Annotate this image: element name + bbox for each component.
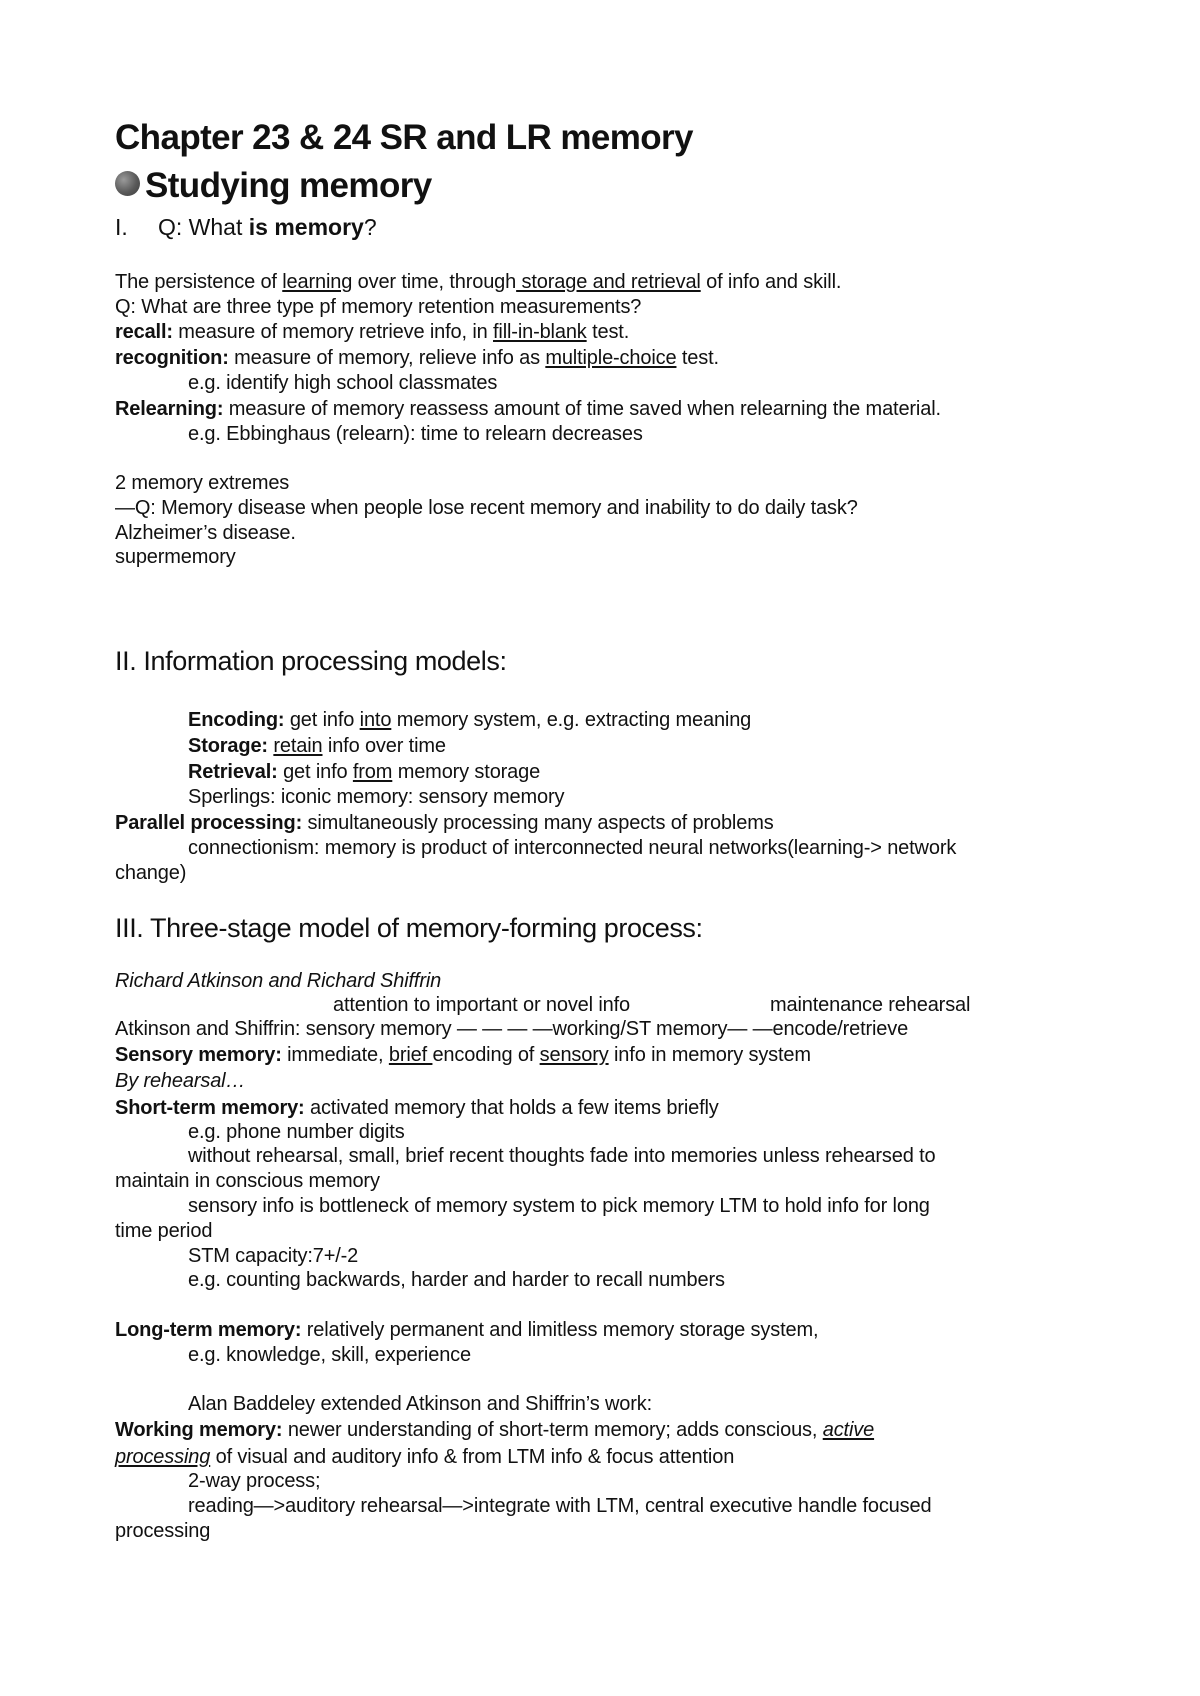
relearning-line <box>115 397 941 422</box>
term: Relearning: <box>115 398 224 420</box>
term: Working memory: <box>115 1419 283 1441</box>
term: Storage: <box>188 735 268 757</box>
short-term-memory-line <box>115 1096 719 1121</box>
model-flow-line: Atkinson and Shiffrin: sensory memory — — — —working/ST memory— —encode/retrieve <box>115 1018 909 1040</box>
stm-rehearsal-line: without rehearsal, small, brief recent thoughts fade into memories unless rehearsed to <box>188 1145 936 1167</box>
question-mark: ? <box>363 214 377 240</box>
text: measure of memory retrieve info, in <box>172 321 494 343</box>
question-text: Q: What <box>158 214 249 240</box>
term: Short-term memory: <box>115 1097 305 1119</box>
connectionism-line: connectionism: memory is product of interconnected neural networks(learning-> network <box>188 837 957 859</box>
underlined-text: from <box>352 761 393 783</box>
underlined-text: storage and retrieval <box>516 271 701 293</box>
underlined-text: sensory <box>539 1044 609 1066</box>
underlined-text: fill-in-blank <box>493 321 587 343</box>
underlined-text: brief <box>388 1044 433 1066</box>
recognition-example: e.g. identify high school classmates <box>188 372 498 394</box>
reading-line-cont: processing <box>115 1520 211 1542</box>
italic-underlined-text: processing <box>115 1446 211 1468</box>
stm-bottleneck-line-cont: time period <box>115 1220 213 1242</box>
text: info over time <box>322 735 446 757</box>
bullet-icon <box>115 171 140 196</box>
text: test. <box>586 321 630 343</box>
attention-label: attention to important or novel info <box>333 994 631 1016</box>
reading-line: reading—>auditory rehearsal—>integrate with LTM, central executive handle focused <box>188 1495 932 1517</box>
relearning-example: e.g. Ebbinghaus (relearn): time to relearn decreases <box>188 423 643 445</box>
term: Long-term memory: <box>115 1319 302 1341</box>
text: of visual and auditory info & from LTM info & focus attention <box>210 1446 735 1468</box>
encoding-line <box>188 708 751 733</box>
page-title: Chapter 23 & 24 SR and LR memory <box>115 118 693 157</box>
stm-counting-line: e.g. counting backwards, harder and harder to recall numbers <box>188 1269 725 1291</box>
text: relatively permanent and limitless memory storage system, <box>301 1319 819 1341</box>
recall-line <box>115 320 629 345</box>
connectionism-line-cont: change) <box>115 862 187 884</box>
text: get info <box>277 761 353 783</box>
memory-definition <box>115 270 841 295</box>
section-heading-text: Studying memory <box>145 166 432 205</box>
stm-bottleneck-line: sensory info is bottleneck of memory system to pick memory LTM to hold info for long <box>188 1195 930 1217</box>
stm-example: e.g. phone number digits <box>188 1121 405 1143</box>
text: encoding of <box>432 1044 540 1066</box>
term: recall: <box>115 321 173 343</box>
underlined-text: multiple-choice <box>545 347 677 369</box>
long-term-memory-line <box>115 1318 818 1343</box>
by-rehearsal-line <box>115 1069 245 1094</box>
underlined-text: into <box>359 709 392 731</box>
stm-capacity-line: STM capacity:7+/-2 <box>188 1245 359 1267</box>
storage-line <box>188 734 446 759</box>
working-memory-line-cont <box>115 1445 734 1470</box>
italic-underlined-text: active <box>822 1419 875 1441</box>
ltm-example: e.g. knowledge, skill, experience <box>188 1344 471 1366</box>
question-memory-disease: —Q: Memory disease when people lose recent memory and inability to do daily task? <box>115 497 858 519</box>
text: test. <box>676 347 719 369</box>
text: measure of memory, relieve info as <box>228 347 546 369</box>
underlined-text: retain <box>273 735 323 757</box>
question-bold-memory: memory <box>274 214 364 240</box>
question-what-is-memory <box>115 212 377 242</box>
retrieval-line <box>188 760 540 785</box>
sensory-memory-line <box>115 1043 811 1068</box>
text: memory storage <box>392 761 541 783</box>
text: The persistence of <box>115 271 283 293</box>
term: Parallel processing: <box>115 812 303 834</box>
alzheimers-line: Alzheimer’s disease. <box>115 522 296 544</box>
supermemory-line: supermemory <box>115 546 236 568</box>
italic-text: Richard Atkinson and Richard Shiffrin <box>115 970 442 992</box>
section-heading-information-processing: II. Information processing models: <box>115 646 507 676</box>
parallel-processing-line <box>115 811 774 836</box>
text: activated memory that holds a few items briefly <box>304 1097 719 1119</box>
sperlings-line: Sperlings: iconic memory: sensory memory <box>188 786 565 808</box>
text: over time, through <box>352 271 517 293</box>
text: info in memory system <box>608 1044 811 1066</box>
italic-text: By rehearsal… <box>115 1070 246 1092</box>
working-memory-line <box>115 1418 874 1443</box>
text: of info and skill. <box>700 271 842 293</box>
maintenance-label: maintenance rehearsal <box>770 994 971 1016</box>
text: get info <box>284 709 360 731</box>
term: Encoding: <box>188 709 285 731</box>
text: simultaneously processing many aspects of problems <box>302 812 774 834</box>
section-heading-three-stage-model: III. Three-stage model of memory-forming process: <box>115 913 703 943</box>
text: measure of memory reassess amount of time saved when relearning the material. <box>223 398 941 420</box>
section-heading-studying-memory <box>115 164 432 208</box>
underlined-text: learning <box>282 271 353 293</box>
term: recognition: <box>115 347 229 369</box>
text: immediate, <box>281 1044 389 1066</box>
memory-extremes: 2 memory extremes <box>115 472 290 494</box>
term: Retrieval: <box>188 761 278 783</box>
text: newer understanding of short-term memory; adds conscious, <box>282 1419 823 1441</box>
question-bold-is: is <box>248 214 268 240</box>
roman-numeral: I. <box>115 214 128 240</box>
authors-line <box>115 969 441 994</box>
text: memory system, e.g. extracting meaning <box>391 709 752 731</box>
baddeley-line: Alan Baddeley extended Atkinson and Shiffrin’s work: <box>188 1393 652 1415</box>
stm-rehearsal-line-cont: maintain in conscious memory <box>115 1170 380 1192</box>
recognition-line <box>115 346 719 371</box>
two-way-process-line: 2-way process; <box>188 1470 321 1492</box>
question-three-types: Q: What are three type pf memory retention measurements? <box>115 296 642 318</box>
term: Sensory memory: <box>115 1044 282 1066</box>
